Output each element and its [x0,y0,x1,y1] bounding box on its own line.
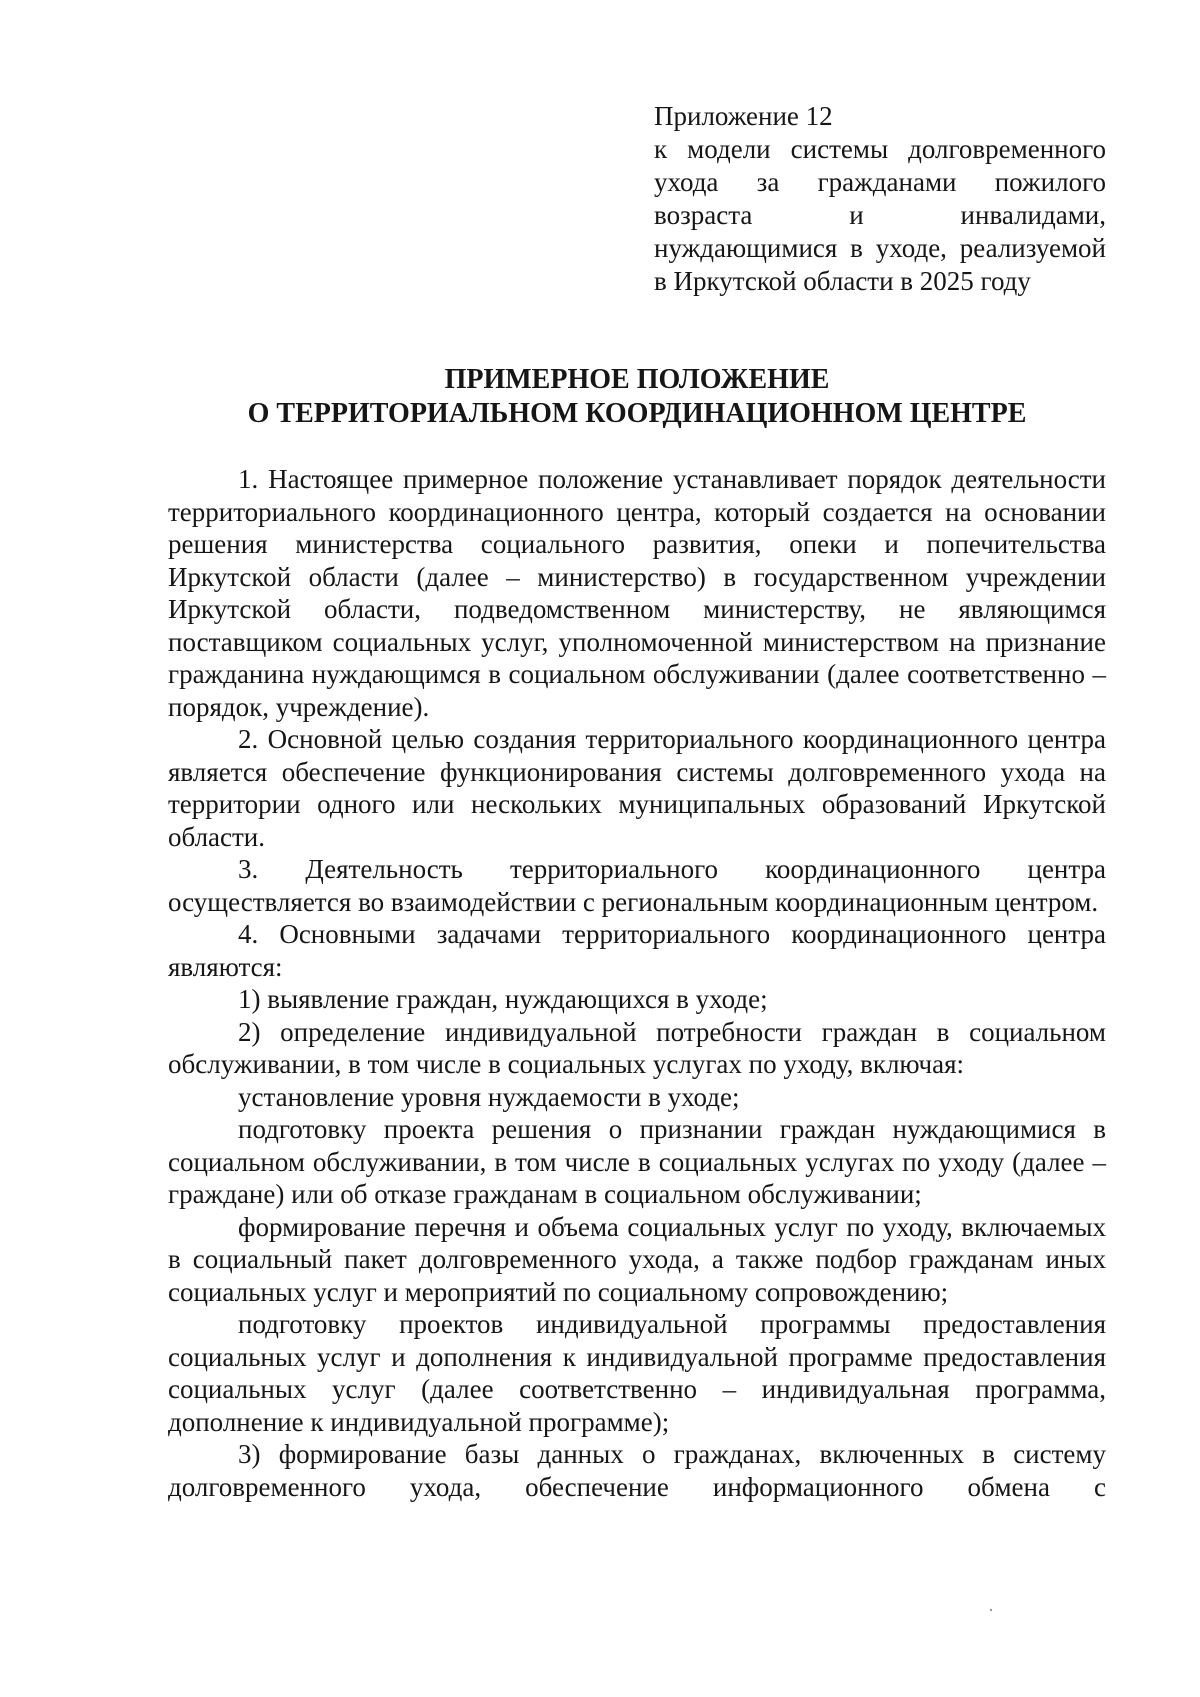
paragraph: 4. Основными задачами территориального координационного центра являются: [168,919,1106,982]
paragraph: 2. Основной целью создания территориального координационного центра является обеспечение функционирования системы долговременного ухода на территории одного или нескольких муниципальных образований Иркутской области. [168,724,1106,852]
paragraph: 2) определение индивидуальной потребности граждан в социальном обслуживании, в том числе в социальных услугах по уходу, включая: [168,1016,1106,1079]
appendix-header [654,100,1106,298]
document-title [168,363,1106,431]
appendix-number: Приложение 12 [654,101,833,131]
appendix-text: к модели системы долговременного ухода за гражданами пожилого возраста и инвалидами, нуждающимися в уходе, реализуемой в Иркутской области в 2025 году [654,134,1106,296]
paragraph: 3. Деятельность территориального координационного центра осуществляется во взаимодействии с региональным координационным центром. [168,854,1106,917]
paragraph: подготовку проектов индивидуальной программы предоставления социальных услуг и дополнения к индивидуальной программе предоставления социальных услуг (далее соответственно – индивидуальная программа, дополнение к индивидуальной программе); [168,1309,1106,1437]
paragraph: подготовку проекта решения о признании граждан нуждающимися в социальном обслуживании, в том числе в социальных услугах по уходу (далее – граждане) или об отказе гражданам в социальном обслуживании; [168,1114,1106,1209]
scan-speck [990,1609,992,1611]
paragraph: 1. Настоящее примерное положение устанавливает порядок деятельности территориального координационного центра, который создается на основании решения министерства социального развития, опеки и попечительства Иркутской области (далее – министерство) в государственном учреждении Иркутской области, подведомственном министерству, не являющимся поставщиком социальных услуг, уполномоченной министерством на признание гражданина нуждающимся в социальном обслуживании (далее соответственно – порядок, учреждение). [168,464,1106,722]
paragraph: формирование перечня и объема социальных услуг по уходу, включаемых в социальный пакет долговременного ухода, а также подбор гражданам иных социальных услуг и мероприятий по социальному сопровождению; [168,1211,1106,1307]
title-line-2: О ТЕРРИТОРИАЛЬНОМ КООРДИНАЦИОННОМ ЦЕНТРЕ [247,398,1027,429]
paragraph: 1) выявление граждан, нуждающихся в уходе; [238,984,768,1014]
paragraph: 3) формирование базы данных о гражданах, включенных в систему долговременного ухода, обеспечение информационного обмена с [168,1439,1106,1502]
paragraph: установление уровня нуждаемости в уходе; [238,1081,740,1112]
title-line-1: ПРИМЕРНОЕ ПОЛОЖЕНИЕ [444,364,830,395]
document-body [168,463,1106,1503]
